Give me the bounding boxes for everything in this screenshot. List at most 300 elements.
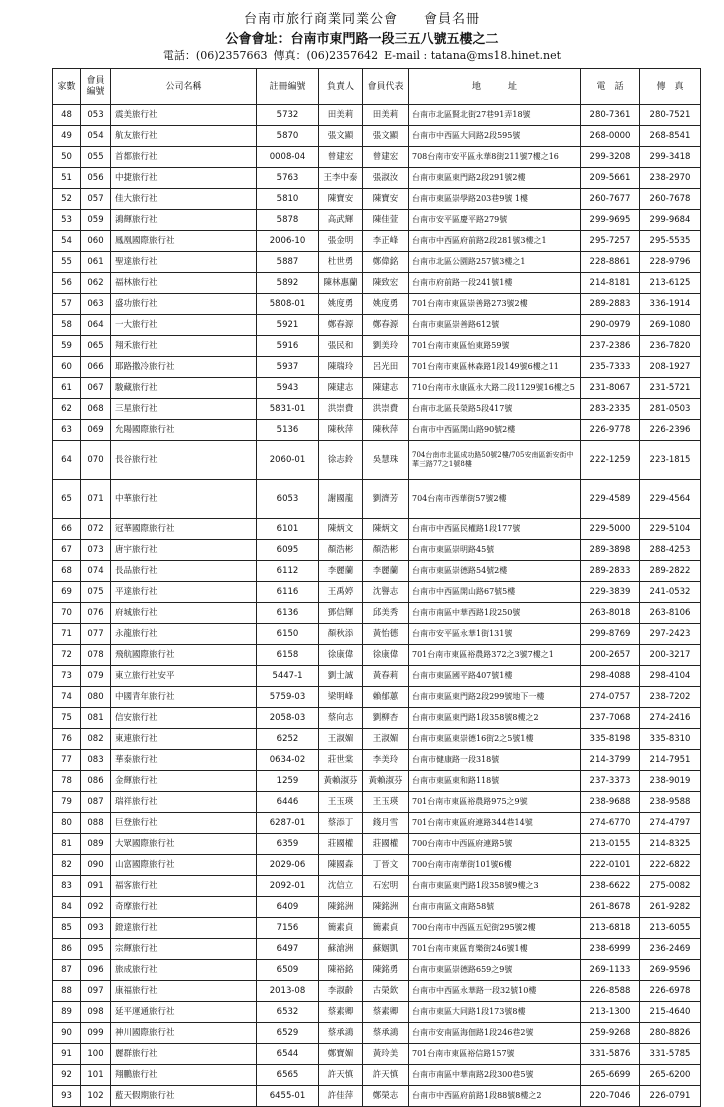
cell-phone: 213-6818 bbox=[581, 918, 640, 939]
table-row bbox=[53, 1065, 701, 1086]
cell-company: 翔禾旅行社 bbox=[111, 336, 257, 357]
email-text: E-mail : tatana@ms18.hinet.net bbox=[384, 49, 562, 62]
cell-member-no: 076 bbox=[81, 603, 111, 624]
cell-owner: 顏秋添 bbox=[319, 624, 363, 645]
table-row bbox=[53, 813, 701, 834]
cell-count: 64 bbox=[53, 441, 81, 480]
cell-owner: 蔡承鴻 bbox=[319, 1023, 363, 1044]
table-row bbox=[53, 315, 701, 336]
cell-owner: 莊國權 bbox=[319, 834, 363, 855]
cell-fax: 238-9019 bbox=[640, 771, 701, 792]
cell-phone: 226-8588 bbox=[581, 981, 640, 1002]
cell-member-no: 067 bbox=[81, 378, 111, 399]
cell-member-no: 057 bbox=[81, 189, 111, 210]
cell-address: 台南市東區國平路407號1樓 bbox=[409, 666, 581, 687]
cell-phone: 299-3208 bbox=[581, 147, 640, 168]
table-row bbox=[53, 729, 701, 750]
cell-count: 52 bbox=[53, 189, 81, 210]
cell-count: 92 bbox=[53, 1065, 81, 1086]
cell-address: 台南市安平區慶平路279號 bbox=[409, 210, 581, 231]
cell-reg-no: 2058-03 bbox=[257, 708, 319, 729]
cell-member-no: 100 bbox=[81, 1044, 111, 1065]
cell-company: 冠華國際旅行社 bbox=[111, 519, 257, 540]
cell-phone: 263-8018 bbox=[581, 603, 640, 624]
cell-reg-no: 6112 bbox=[257, 561, 319, 582]
cell-fax: 213-6055 bbox=[640, 918, 701, 939]
cell-fax: 214-8325 bbox=[640, 834, 701, 855]
cell-fax: 222-6822 bbox=[640, 855, 701, 876]
cell-reg-no: 6509 bbox=[257, 960, 319, 981]
cell-member-no: 062 bbox=[81, 273, 111, 294]
cell-representative: 陳致宏 bbox=[363, 273, 409, 294]
cell-count: 50 bbox=[53, 147, 81, 168]
cell-address: 台南市東區崇學路203巷9號 1樓 bbox=[409, 189, 581, 210]
cell-phone: 231-8067 bbox=[581, 378, 640, 399]
cell-owner: 洪崇費 bbox=[319, 399, 363, 420]
cell-member-no: 068 bbox=[81, 399, 111, 420]
cell-count: 54 bbox=[53, 231, 81, 252]
cell-reg-no: 6544 bbox=[257, 1044, 319, 1065]
cell-representative: 黃賴淑芬 bbox=[363, 771, 409, 792]
cell-owner: 王玉瑛 bbox=[319, 792, 363, 813]
cell-representative: 王玉瑛 bbox=[363, 792, 409, 813]
cell-member-no: 078 bbox=[81, 645, 111, 666]
cell-fax: 265-6200 bbox=[640, 1065, 701, 1086]
cell-address: 701台南市東區育樂街246號1樓 bbox=[409, 939, 581, 960]
table-row bbox=[53, 231, 701, 252]
cell-count: 76 bbox=[53, 729, 81, 750]
cell-fax: 238-7202 bbox=[640, 687, 701, 708]
cell-member-no: 053 bbox=[81, 105, 111, 126]
cell-address: 台南市東區崇善路612號 bbox=[409, 315, 581, 336]
table-row bbox=[53, 624, 701, 645]
cell-count: 88 bbox=[53, 981, 81, 1002]
cell-phone: 200-2657 bbox=[581, 645, 640, 666]
cell-phone: 274-6770 bbox=[581, 813, 640, 834]
cell-count: 78 bbox=[53, 771, 81, 792]
cell-member-no: 095 bbox=[81, 939, 111, 960]
cell-member-no: 061 bbox=[81, 252, 111, 273]
cell-member-no: 101 bbox=[81, 1065, 111, 1086]
table-row bbox=[53, 918, 701, 939]
table-row bbox=[53, 519, 701, 540]
cell-address: 710台南市永康區永大路二段1129號16樓之5 bbox=[409, 378, 581, 399]
cell-fax: 335-8310 bbox=[640, 729, 701, 750]
cell-owner: 黃賴淑芬 bbox=[319, 771, 363, 792]
cell-owner: 鄧信輝 bbox=[319, 603, 363, 624]
cell-address: 台南市中西區府前路2段281號3樓之1 bbox=[409, 231, 581, 252]
page-header-title bbox=[0, 8, 724, 27]
cell-representative: 賴郁蕙 bbox=[363, 687, 409, 708]
cell-fax: 281-0503 bbox=[640, 399, 701, 420]
cell-count: 72 bbox=[53, 645, 81, 666]
cell-reg-no: 6136 bbox=[257, 603, 319, 624]
cell-representative: 陳秋萍 bbox=[363, 420, 409, 441]
cell-reg-no: 5808-01 bbox=[257, 294, 319, 315]
cell-owner: 李淑齡 bbox=[319, 981, 363, 1002]
cell-address: 701台南市東區裕信路157號 bbox=[409, 1044, 581, 1065]
table-row bbox=[53, 399, 701, 420]
cell-representative: 張淑汝 bbox=[363, 168, 409, 189]
cell-count: 75 bbox=[53, 708, 81, 729]
table-row bbox=[53, 771, 701, 792]
cell-phone: 237-2386 bbox=[581, 336, 640, 357]
table-row bbox=[53, 540, 701, 561]
cell-count: 90 bbox=[53, 1023, 81, 1044]
cell-member-no: 099 bbox=[81, 1023, 111, 1044]
cell-member-no: 079 bbox=[81, 666, 111, 687]
cell-company: 瑞祥旅行社 bbox=[111, 792, 257, 813]
cell-owner: 杜世勇 bbox=[319, 252, 363, 273]
cell-representative: 黃玲美 bbox=[363, 1044, 409, 1065]
cell-owner: 沈信立 bbox=[319, 876, 363, 897]
table-header-row bbox=[53, 69, 701, 105]
table-row bbox=[53, 939, 701, 960]
cell-fax: 298-4104 bbox=[640, 666, 701, 687]
cell-fax: 238-2970 bbox=[640, 168, 701, 189]
cell-representative: 鄭偉銘 bbox=[363, 252, 409, 273]
cell-address: 台南市東區東門路2段299號地下一樓 bbox=[409, 687, 581, 708]
table-row bbox=[53, 1086, 701, 1107]
cell-phone: 229-5000 bbox=[581, 519, 640, 540]
cell-address: 台南市東區東門路1段358號8樓之2 bbox=[409, 708, 581, 729]
cell-fax: 213-6125 bbox=[640, 273, 701, 294]
cell-reg-no: 6455-01 bbox=[257, 1086, 319, 1107]
cell-company: 一大旅行社 bbox=[111, 315, 257, 336]
cell-fax: 268-8541 bbox=[640, 126, 701, 147]
cell-company: 山富國際旅行社 bbox=[111, 855, 257, 876]
cell-company: 信安旅行社 bbox=[111, 708, 257, 729]
cell-count: 49 bbox=[53, 126, 81, 147]
cell-fax: 269-1080 bbox=[640, 315, 701, 336]
cell-count: 68 bbox=[53, 561, 81, 582]
cell-member-no: 074 bbox=[81, 561, 111, 582]
cell-address: 台南市東區崇德路659之9號 bbox=[409, 960, 581, 981]
cell-company: 宗輝旅行社 bbox=[111, 939, 257, 960]
cell-count: 63 bbox=[53, 420, 81, 441]
cell-owner: 謝國龍 bbox=[319, 480, 363, 519]
cell-fax: 241-0532 bbox=[640, 582, 701, 603]
cell-representative: 王淑媚 bbox=[363, 729, 409, 750]
cell-owner: 許天慎 bbox=[319, 1065, 363, 1086]
cell-owner: 陳銘洲 bbox=[319, 897, 363, 918]
cell-owner: 陳炳文 bbox=[319, 519, 363, 540]
cell-count: 65 bbox=[53, 480, 81, 519]
cell-company: 首都旅行社 bbox=[111, 147, 257, 168]
cell-phone: 299-9695 bbox=[581, 210, 640, 231]
cell-address: 台南市中西區永華路一段32號10樓 bbox=[409, 981, 581, 1002]
cell-count: 55 bbox=[53, 252, 81, 273]
cell-phone: 269-1133 bbox=[581, 960, 640, 981]
cell-count: 60 bbox=[53, 357, 81, 378]
cell-representative: 姚度勇 bbox=[363, 294, 409, 315]
cell-fax: 275-0082 bbox=[640, 876, 701, 897]
table-row bbox=[53, 981, 701, 1002]
cell-reg-no: 5887 bbox=[257, 252, 319, 273]
cell-owner: 陳寶安 bbox=[319, 189, 363, 210]
cell-reg-no: 5810 bbox=[257, 189, 319, 210]
cell-phone: 261-8678 bbox=[581, 897, 640, 918]
cell-company: 華泰旅行社 bbox=[111, 750, 257, 771]
cell-address: 台南市南區中華南路2段300巷5號 bbox=[409, 1065, 581, 1086]
cell-company: 東立旅行社安平 bbox=[111, 666, 257, 687]
cell-company: 航友旅行社 bbox=[111, 126, 257, 147]
cell-phone: 237-3373 bbox=[581, 771, 640, 792]
cell-owner: 蘇滄洲 bbox=[319, 939, 363, 960]
cell-count: 82 bbox=[53, 855, 81, 876]
cell-phone: 209-5661 bbox=[581, 168, 640, 189]
cell-company: 三星旅行社 bbox=[111, 399, 257, 420]
cell-fax: 214-7951 bbox=[640, 750, 701, 771]
cell-phone: 331-5876 bbox=[581, 1044, 640, 1065]
cell-phone: 238-6999 bbox=[581, 939, 640, 960]
cell-fax: 336-1914 bbox=[640, 294, 701, 315]
cell-member-no: 056 bbox=[81, 168, 111, 189]
cell-representative: 李正峰 bbox=[363, 231, 409, 252]
cell-representative: 吳慧珠 bbox=[363, 441, 409, 480]
cell-reg-no: 0008-04 bbox=[257, 147, 319, 168]
cell-representative: 陳銘勇 bbox=[363, 960, 409, 981]
cell-owner: 顏浩彬 bbox=[319, 540, 363, 561]
cell-count: 79 bbox=[53, 792, 81, 813]
cell-company: 平達旅行社 bbox=[111, 582, 257, 603]
table-row bbox=[53, 294, 701, 315]
phone-text: 電話：(06)2357663 bbox=[162, 49, 268, 62]
cell-count: 86 bbox=[53, 939, 81, 960]
cell-owner: 曾建宏 bbox=[319, 147, 363, 168]
cell-member-no: 086 bbox=[81, 771, 111, 792]
cell-phone: 222-1259 bbox=[581, 441, 640, 480]
cell-member-no: 096 bbox=[81, 960, 111, 981]
cell-fax: 236-2469 bbox=[640, 939, 701, 960]
cell-phone: 283-2335 bbox=[581, 399, 640, 420]
cell-member-no: 088 bbox=[81, 813, 111, 834]
cell-reg-no: 5892 bbox=[257, 273, 319, 294]
cell-fax: 280-7521 bbox=[640, 105, 701, 126]
cell-owner: 蔡添丁 bbox=[319, 813, 363, 834]
cell-member-no: 073 bbox=[81, 540, 111, 561]
cell-address: 701台南市東區崇善路273號2樓 bbox=[409, 294, 581, 315]
cell-member-no: 087 bbox=[81, 792, 111, 813]
cell-address: 台南市北區賢北街27巷91弄18號 bbox=[409, 105, 581, 126]
cell-address: 704台南市北區成功路50號2樓/705安南區新安街中華三路77之1號8樓 bbox=[409, 441, 581, 480]
cell-representative: 劉美玲 bbox=[363, 336, 409, 357]
cell-phone: 260-7677 bbox=[581, 189, 640, 210]
cell-representative: 許天慎 bbox=[363, 1065, 409, 1086]
cell-representative: 陳銘洲 bbox=[363, 897, 409, 918]
fax-text: 傳真：(06)2357642 bbox=[273, 49, 379, 62]
cell-company: 奇摩旅行社 bbox=[111, 897, 257, 918]
cell-company: 駿藏旅行社 bbox=[111, 378, 257, 399]
table-row bbox=[53, 189, 701, 210]
cell-owner: 張文顯 bbox=[319, 126, 363, 147]
cell-representative: 石宏明 bbox=[363, 876, 409, 897]
cell-representative: 田美莉 bbox=[363, 105, 409, 126]
cell-address: 701台南市東區裕農路975之9號 bbox=[409, 792, 581, 813]
cell-reg-no: 6446 bbox=[257, 792, 319, 813]
cell-representative: 鄭春源 bbox=[363, 315, 409, 336]
cell-phone: 238-6622 bbox=[581, 876, 640, 897]
cell-address: 台南市北區公園路257號3樓之1 bbox=[409, 252, 581, 273]
table-row bbox=[53, 855, 701, 876]
cell-representative: 黃怡德 bbox=[363, 624, 409, 645]
cell-member-no: 066 bbox=[81, 357, 111, 378]
cell-address: 700台南市中西區五妃街295號2樓 bbox=[409, 918, 581, 939]
cell-address: 台南市中西區大同路2段595號 bbox=[409, 126, 581, 147]
cell-address: 台南市南區文南路58號 bbox=[409, 897, 581, 918]
cell-reg-no: 5916 bbox=[257, 336, 319, 357]
cell-owner: 陳秋萍 bbox=[319, 420, 363, 441]
cell-count: 84 bbox=[53, 897, 81, 918]
cell-company: 翔鵬旅行社 bbox=[111, 1065, 257, 1086]
col-header-reg-no: 註冊編號 bbox=[257, 69, 319, 105]
cell-fax: 263-8106 bbox=[640, 603, 701, 624]
cell-owner: 陳國森 bbox=[319, 855, 363, 876]
cell-count: 61 bbox=[53, 378, 81, 399]
cell-address: 708台南市安平區永華8街211號7樓之16 bbox=[409, 147, 581, 168]
cell-company: 中華旅行社 bbox=[111, 480, 257, 519]
cell-reg-no: 2013-08 bbox=[257, 981, 319, 1002]
cell-company: 震美旅行社 bbox=[111, 105, 257, 126]
cell-address: 台南市東區東門路2段291號2樓 bbox=[409, 168, 581, 189]
table-row bbox=[53, 687, 701, 708]
cell-reg-no: 1259 bbox=[257, 771, 319, 792]
cell-member-no: 097 bbox=[81, 981, 111, 1002]
cell-count: 56 bbox=[53, 273, 81, 294]
cell-phone: 290-0979 bbox=[581, 315, 640, 336]
cell-phone: 289-2833 bbox=[581, 561, 640, 582]
cell-count: 81 bbox=[53, 834, 81, 855]
cell-member-no: 080 bbox=[81, 687, 111, 708]
cell-company: 永龍旅行社 bbox=[111, 624, 257, 645]
cell-member-no: 081 bbox=[81, 708, 111, 729]
cell-owner: 徐康偉 bbox=[319, 645, 363, 666]
table-row bbox=[53, 336, 701, 357]
cell-company: 長谷旅行社 bbox=[111, 441, 257, 480]
cell-representative: 錢月雪 bbox=[363, 813, 409, 834]
table-row bbox=[53, 378, 701, 399]
cell-owner: 蔡素卿 bbox=[319, 1002, 363, 1023]
cell-reg-no: 6101 bbox=[257, 519, 319, 540]
cell-count: 74 bbox=[53, 687, 81, 708]
cell-count: 66 bbox=[53, 519, 81, 540]
cell-count: 85 bbox=[53, 918, 81, 939]
table-row bbox=[53, 582, 701, 603]
cell-member-no: 063 bbox=[81, 294, 111, 315]
cell-phone: 295-7257 bbox=[581, 231, 640, 252]
cell-phone: 289-3898 bbox=[581, 540, 640, 561]
table-row bbox=[53, 210, 701, 231]
cell-member-no: 102 bbox=[81, 1086, 111, 1107]
cell-count: 93 bbox=[53, 1086, 81, 1107]
cell-company: 神川國際旅行社 bbox=[111, 1023, 257, 1044]
cell-company: 中國青年旅行社 bbox=[111, 687, 257, 708]
cell-count: 69 bbox=[53, 582, 81, 603]
cell-company: 鳳凰國際旅行社 bbox=[111, 231, 257, 252]
table-row bbox=[53, 561, 701, 582]
cell-representative: 蘇姻凱 bbox=[363, 939, 409, 960]
cell-representative: 李麗蘭 bbox=[363, 561, 409, 582]
cell-reg-no: 6150 bbox=[257, 624, 319, 645]
cell-count: 48 bbox=[53, 105, 81, 126]
cell-count: 62 bbox=[53, 399, 81, 420]
cell-fax: 274-4797 bbox=[640, 813, 701, 834]
cell-count: 73 bbox=[53, 666, 81, 687]
cell-representative: 呂光田 bbox=[363, 357, 409, 378]
cell-member-no: 054 bbox=[81, 126, 111, 147]
cell-company: 福客旅行社 bbox=[111, 876, 257, 897]
cell-member-no: 091 bbox=[81, 876, 111, 897]
cell-owner: 梁明峰 bbox=[319, 687, 363, 708]
cell-reg-no: 6158 bbox=[257, 645, 319, 666]
cell-owner: 王禹婷 bbox=[319, 582, 363, 603]
cell-phone: 289-2883 bbox=[581, 294, 640, 315]
cell-member-no: 071 bbox=[81, 480, 111, 519]
cell-phone: 299-8769 bbox=[581, 624, 640, 645]
table-row bbox=[53, 1023, 701, 1044]
table-row bbox=[53, 645, 701, 666]
roster-title: 會員名冊 bbox=[424, 12, 481, 27]
cell-reg-no: 6497 bbox=[257, 939, 319, 960]
cell-reg-no: 6529 bbox=[257, 1023, 319, 1044]
cell-address: 700台南市中西區府連路5號 bbox=[409, 834, 581, 855]
cell-member-no: 083 bbox=[81, 750, 111, 771]
cell-phone: 226-9778 bbox=[581, 420, 640, 441]
cell-count: 57 bbox=[53, 294, 81, 315]
cell-member-no: 075 bbox=[81, 582, 111, 603]
cell-company: 府城旅行社 bbox=[111, 603, 257, 624]
cell-fax: 208-1927 bbox=[640, 357, 701, 378]
cell-fax: 280-8826 bbox=[640, 1023, 701, 1044]
table-row bbox=[53, 105, 701, 126]
cell-fax: 299-3418 bbox=[640, 147, 701, 168]
cell-member-no: 072 bbox=[81, 519, 111, 540]
cell-reg-no: 5878 bbox=[257, 210, 319, 231]
col-header-phone: 電 話 bbox=[581, 69, 640, 105]
table-row bbox=[53, 273, 701, 294]
cell-count: 80 bbox=[53, 813, 81, 834]
cell-fax: 288-4253 bbox=[640, 540, 701, 561]
cell-representative: 顏浩彬 bbox=[363, 540, 409, 561]
table-row bbox=[53, 792, 701, 813]
cell-owner: 劉士誠 bbox=[319, 666, 363, 687]
cell-owner: 姚度勇 bbox=[319, 294, 363, 315]
cell-address: 台南市北區長榮路5段417號 bbox=[409, 399, 581, 420]
cell-count: 87 bbox=[53, 960, 81, 981]
cell-count: 51 bbox=[53, 168, 81, 189]
cell-address: 台南市東區崇明路45號 bbox=[409, 540, 581, 561]
cell-member-no: 077 bbox=[81, 624, 111, 645]
cell-fax: 215-4640 bbox=[640, 1002, 701, 1023]
cell-reg-no: 5447-1 bbox=[257, 666, 319, 687]
cell-owner: 王淑媚 bbox=[319, 729, 363, 750]
cell-address: 台南市東區東門路1段358號9樓之3 bbox=[409, 876, 581, 897]
cell-member-no: 055 bbox=[81, 147, 111, 168]
cell-company: 東連旅行社 bbox=[111, 729, 257, 750]
cell-address: 704台南市西華街57號2樓 bbox=[409, 480, 581, 519]
table-row bbox=[53, 126, 701, 147]
cell-phone: 214-3799 bbox=[581, 750, 640, 771]
cell-reg-no: 2060-01 bbox=[257, 441, 319, 480]
cell-member-no: 065 bbox=[81, 336, 111, 357]
cell-owner: 陳裕銘 bbox=[319, 960, 363, 981]
cell-fax: 299-9684 bbox=[640, 210, 701, 231]
cell-reg-no: 6095 bbox=[257, 540, 319, 561]
cell-address: 台南市東區崇德路54號2樓 bbox=[409, 561, 581, 582]
cell-reg-no: 0634-02 bbox=[257, 750, 319, 771]
table-body bbox=[53, 105, 701, 1107]
cell-fax: 200-3217 bbox=[640, 645, 701, 666]
